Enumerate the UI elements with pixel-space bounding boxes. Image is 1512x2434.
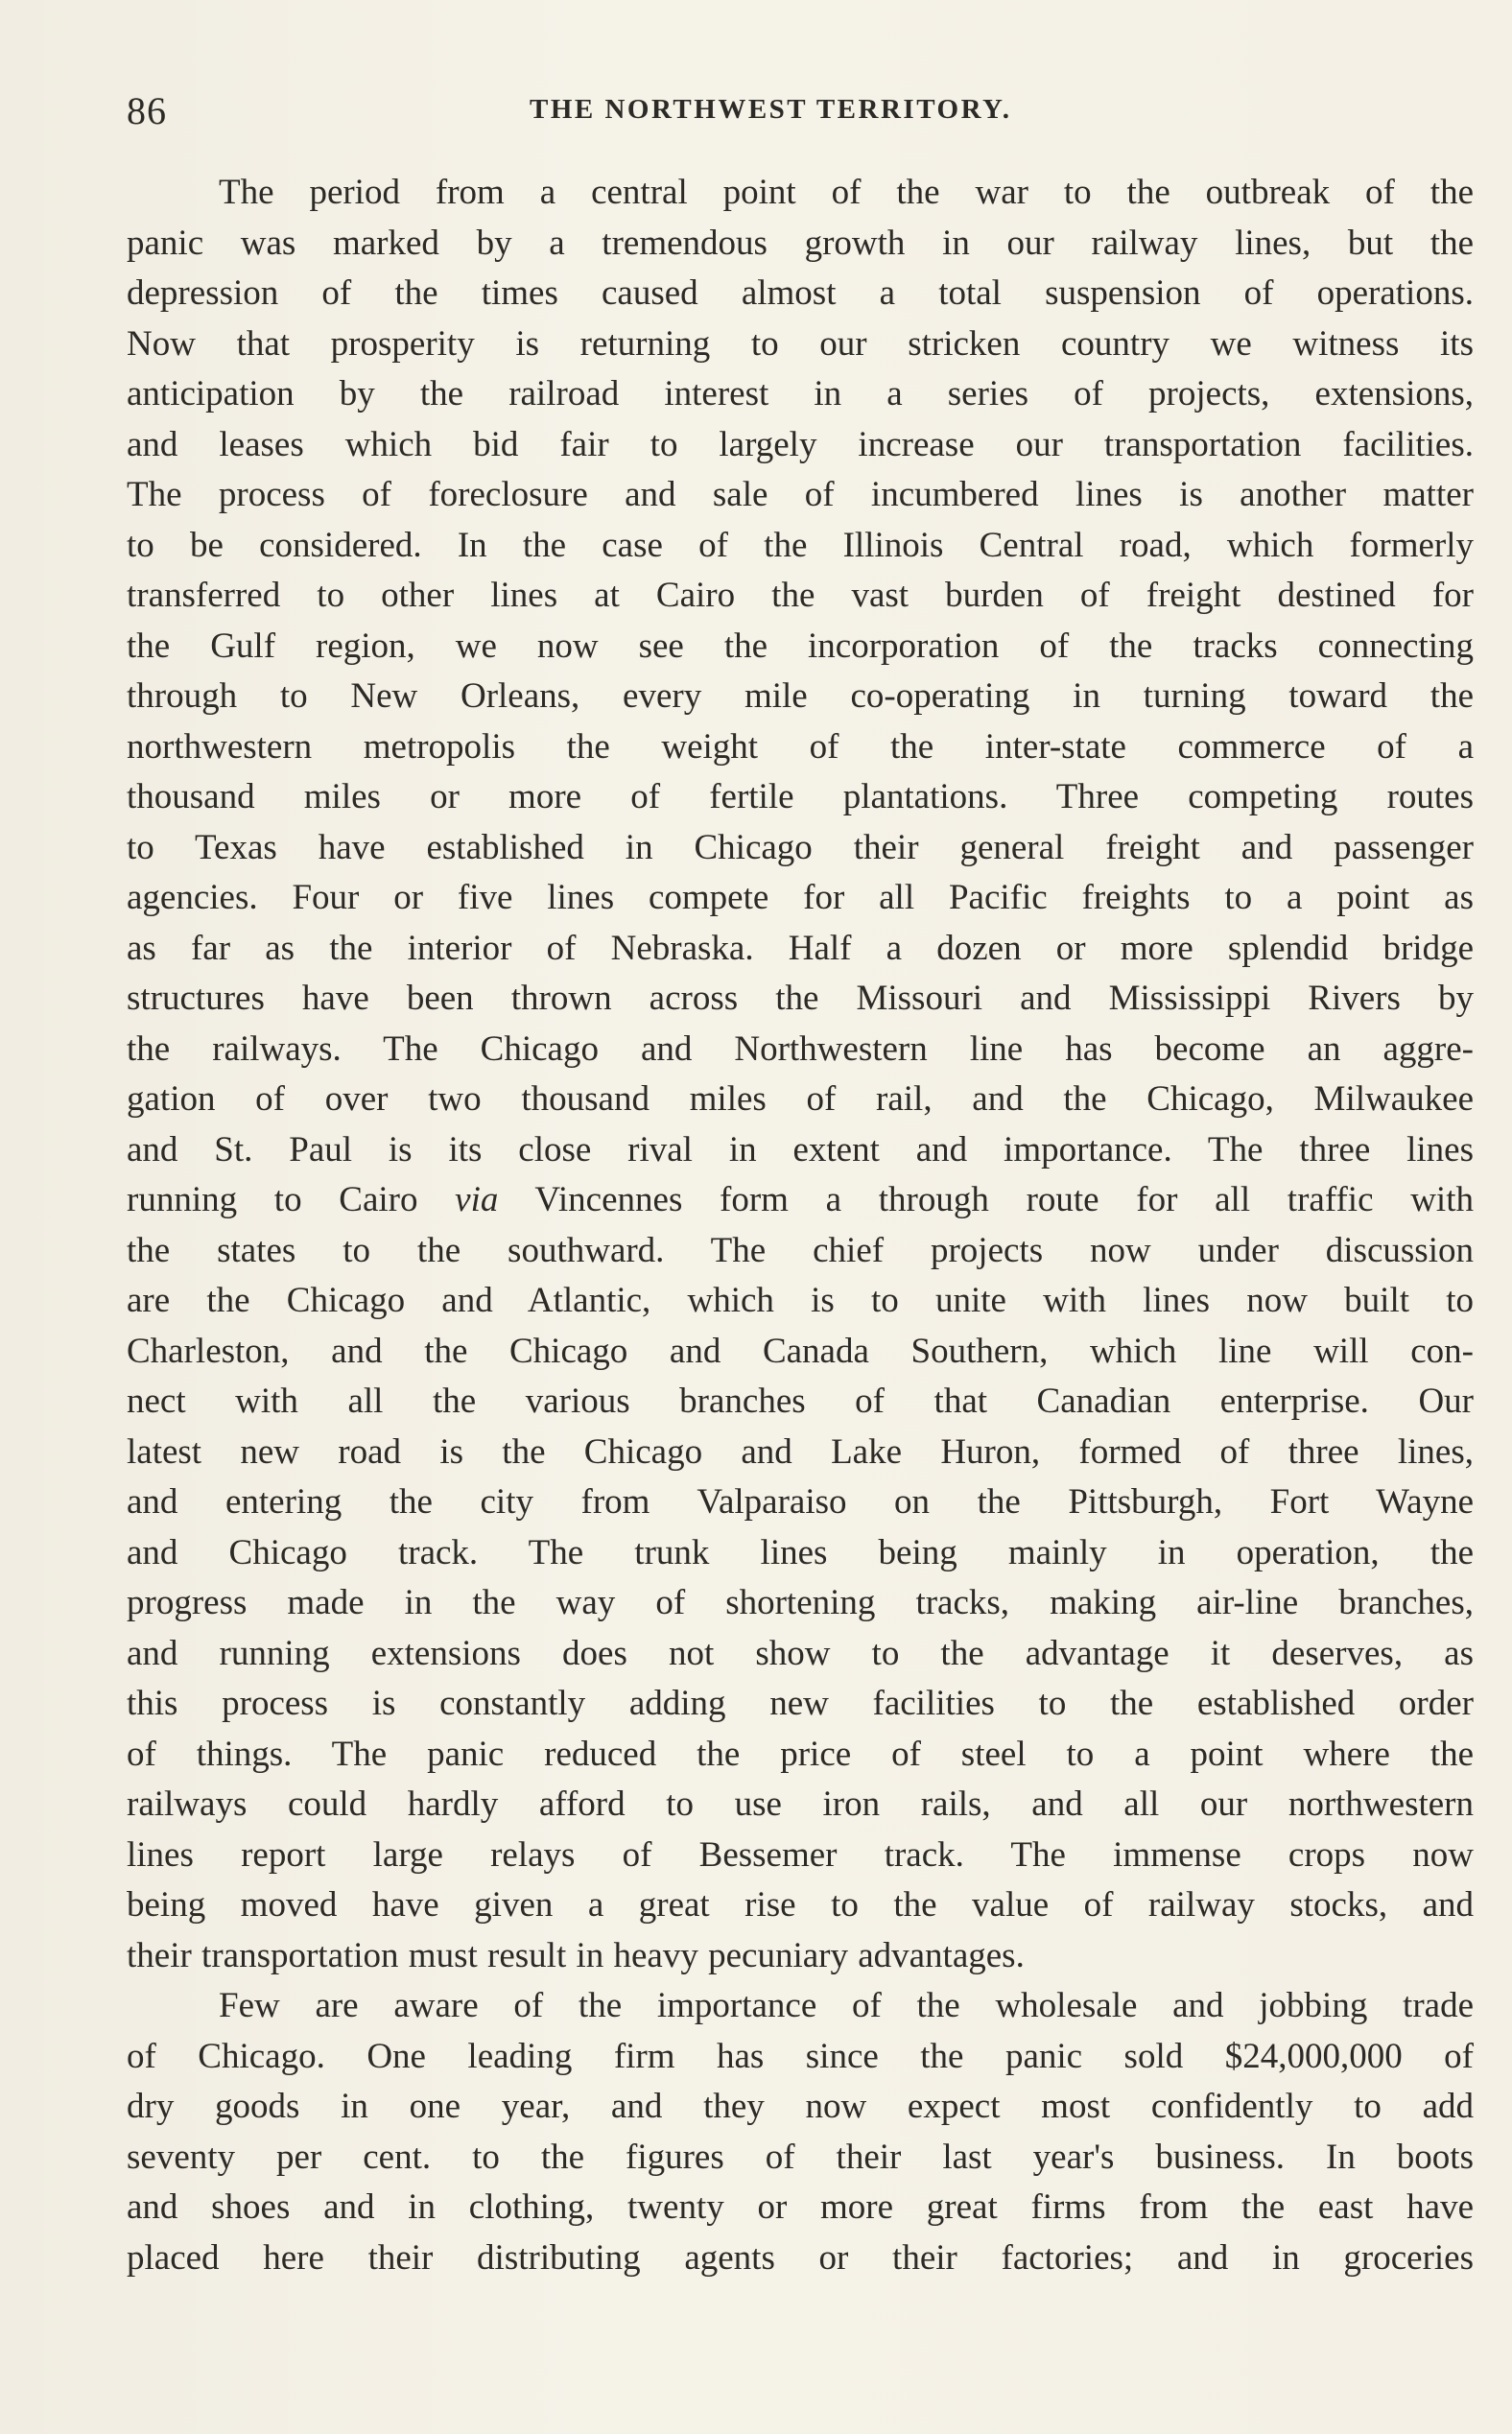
text-line: to Texas have established in Chicago their general freight and passenger (127, 827, 1474, 867)
text-line: latest new road is the Chicago and Lake Huron, formed of three lines, (127, 1431, 1474, 1472)
text-line: their transportation must result in heavy pecuniary advantages. (127, 1935, 1025, 1975)
text-line: being moved have given a great rise to the value of railway stocks, and (127, 1885, 1474, 1925)
text-line: and entering the city from Valparaiso on the Pittsburgh, Fort Wayne (127, 1482, 1474, 1522)
italic-word: via (455, 1180, 499, 1219)
text-line: Charleston, and the Chicago and Canada Southern, which line will con- (127, 1331, 1474, 1371)
text-line: placed here their distributing agents or their factories; and in groceries (127, 2237, 1474, 2278)
text-line: and shoes and in clothing, twenty or more great firms from the east have (127, 2187, 1474, 2227)
text-line: railways could hardly afford to use iron rails, and all our northwestern (127, 1784, 1474, 1824)
text-line: of Chicago. One leading firm has since the panic sold $24,000,000 of (127, 2036, 1474, 2076)
text-line: thousand miles or more of fertile plantations. Three competing routes (127, 777, 1474, 816)
text-line: depression of the times caused almost a total suspension of operations. (127, 273, 1474, 313)
text-line: as far as the interior of Nebraska. Half a dozen or more splendid bridge (127, 928, 1474, 968)
body-text (127, 168, 1474, 2283)
text-line: gation of over two thousand miles of rail, and the Chicago, Milwaukee (127, 1079, 1474, 1119)
text-line: lines report large relays of Bessemer track. The immense crops now (127, 1834, 1474, 1875)
text-line: the railways. The Chicago and Northwestern line has become an aggre- (127, 1028, 1474, 1069)
text-line: agencies. Four or five lines compete for all Pacific freights to a point as (127, 878, 1474, 917)
paragraph-railways (127, 168, 1474, 1981)
running-header (127, 88, 1470, 136)
text-line: anticipation by the railroad interest in a series of projects, extensions, (127, 374, 1474, 414)
text-line: are the Chicago and Atlantic, which is to unite with lines now built to (127, 1281, 1474, 1320)
text-line: the Gulf region, we now see the incorporation of the tracks connecting (127, 626, 1474, 666)
text-line: transferred to other lines at Cairo the vast burden of freight destined for (127, 576, 1474, 615)
text-line: structures have been thrown across the Missouri and Mississippi Rivers by (127, 979, 1474, 1018)
page-number: 86 (127, 89, 167, 132)
text-line: northwestern metropolis the weight of the inter-state commerce of a (127, 726, 1474, 767)
text-line: Now that prosperity is returning to our stricken country we witness its (127, 323, 1474, 364)
text-line: running to Cairo via Vincennes form a through route for all traffic with (127, 1180, 1474, 1219)
text-line: panic was marked by a tremendous growth in our railway lines, but the (127, 223, 1474, 263)
text-line: dry goods in one year, and they now expect most confidently to add (127, 2087, 1474, 2126)
text-line: Few are aware of the importance of the wholesale and jobbing trade (219, 1986, 1474, 2025)
text-line: and Chicago track. The trunk lines being mainly in operation, the (127, 1532, 1474, 1572)
text-line: nect with all the various branches of that Canadian enterprise. Our (127, 1382, 1474, 1421)
text-line: to be considered. In the case of the Illinois Central road, which formerly (127, 525, 1474, 565)
running-title: THE NORTHWEST TERRITORY. (530, 94, 1012, 125)
text-line: of things. The panic reduced the price of steel to a point where the (127, 1734, 1474, 1774)
text-line: and St. Paul is its close rival in extent and importance. The three lines (127, 1129, 1474, 1170)
text-line: through to New Orleans, every mile co-operating in turning toward the (127, 676, 1474, 716)
text-line: The process of foreclosure and sale of incumbered lines is another matter (127, 475, 1474, 514)
text-line: this process is constantly adding new facilities to the established order (127, 1684, 1474, 1723)
text-line: seventy per cent. to the figures of their last year's business. In boots (127, 2137, 1474, 2177)
text-line: and running extensions does not show to the advantage it deserves, as (127, 1633, 1474, 1673)
text-line: progress made in the way of shortening tracks, making air-line branches, (127, 1583, 1474, 1622)
paragraph-wholesale-trade (127, 1981, 1474, 2283)
text-line: and leases which bid fair to largely increase our transportation facilities. (127, 424, 1474, 464)
text-line: The period from a central point of the war to the outbreak of the (219, 173, 1474, 212)
text-line: the states to the southward. The chief projects now under discussion (127, 1230, 1474, 1270)
